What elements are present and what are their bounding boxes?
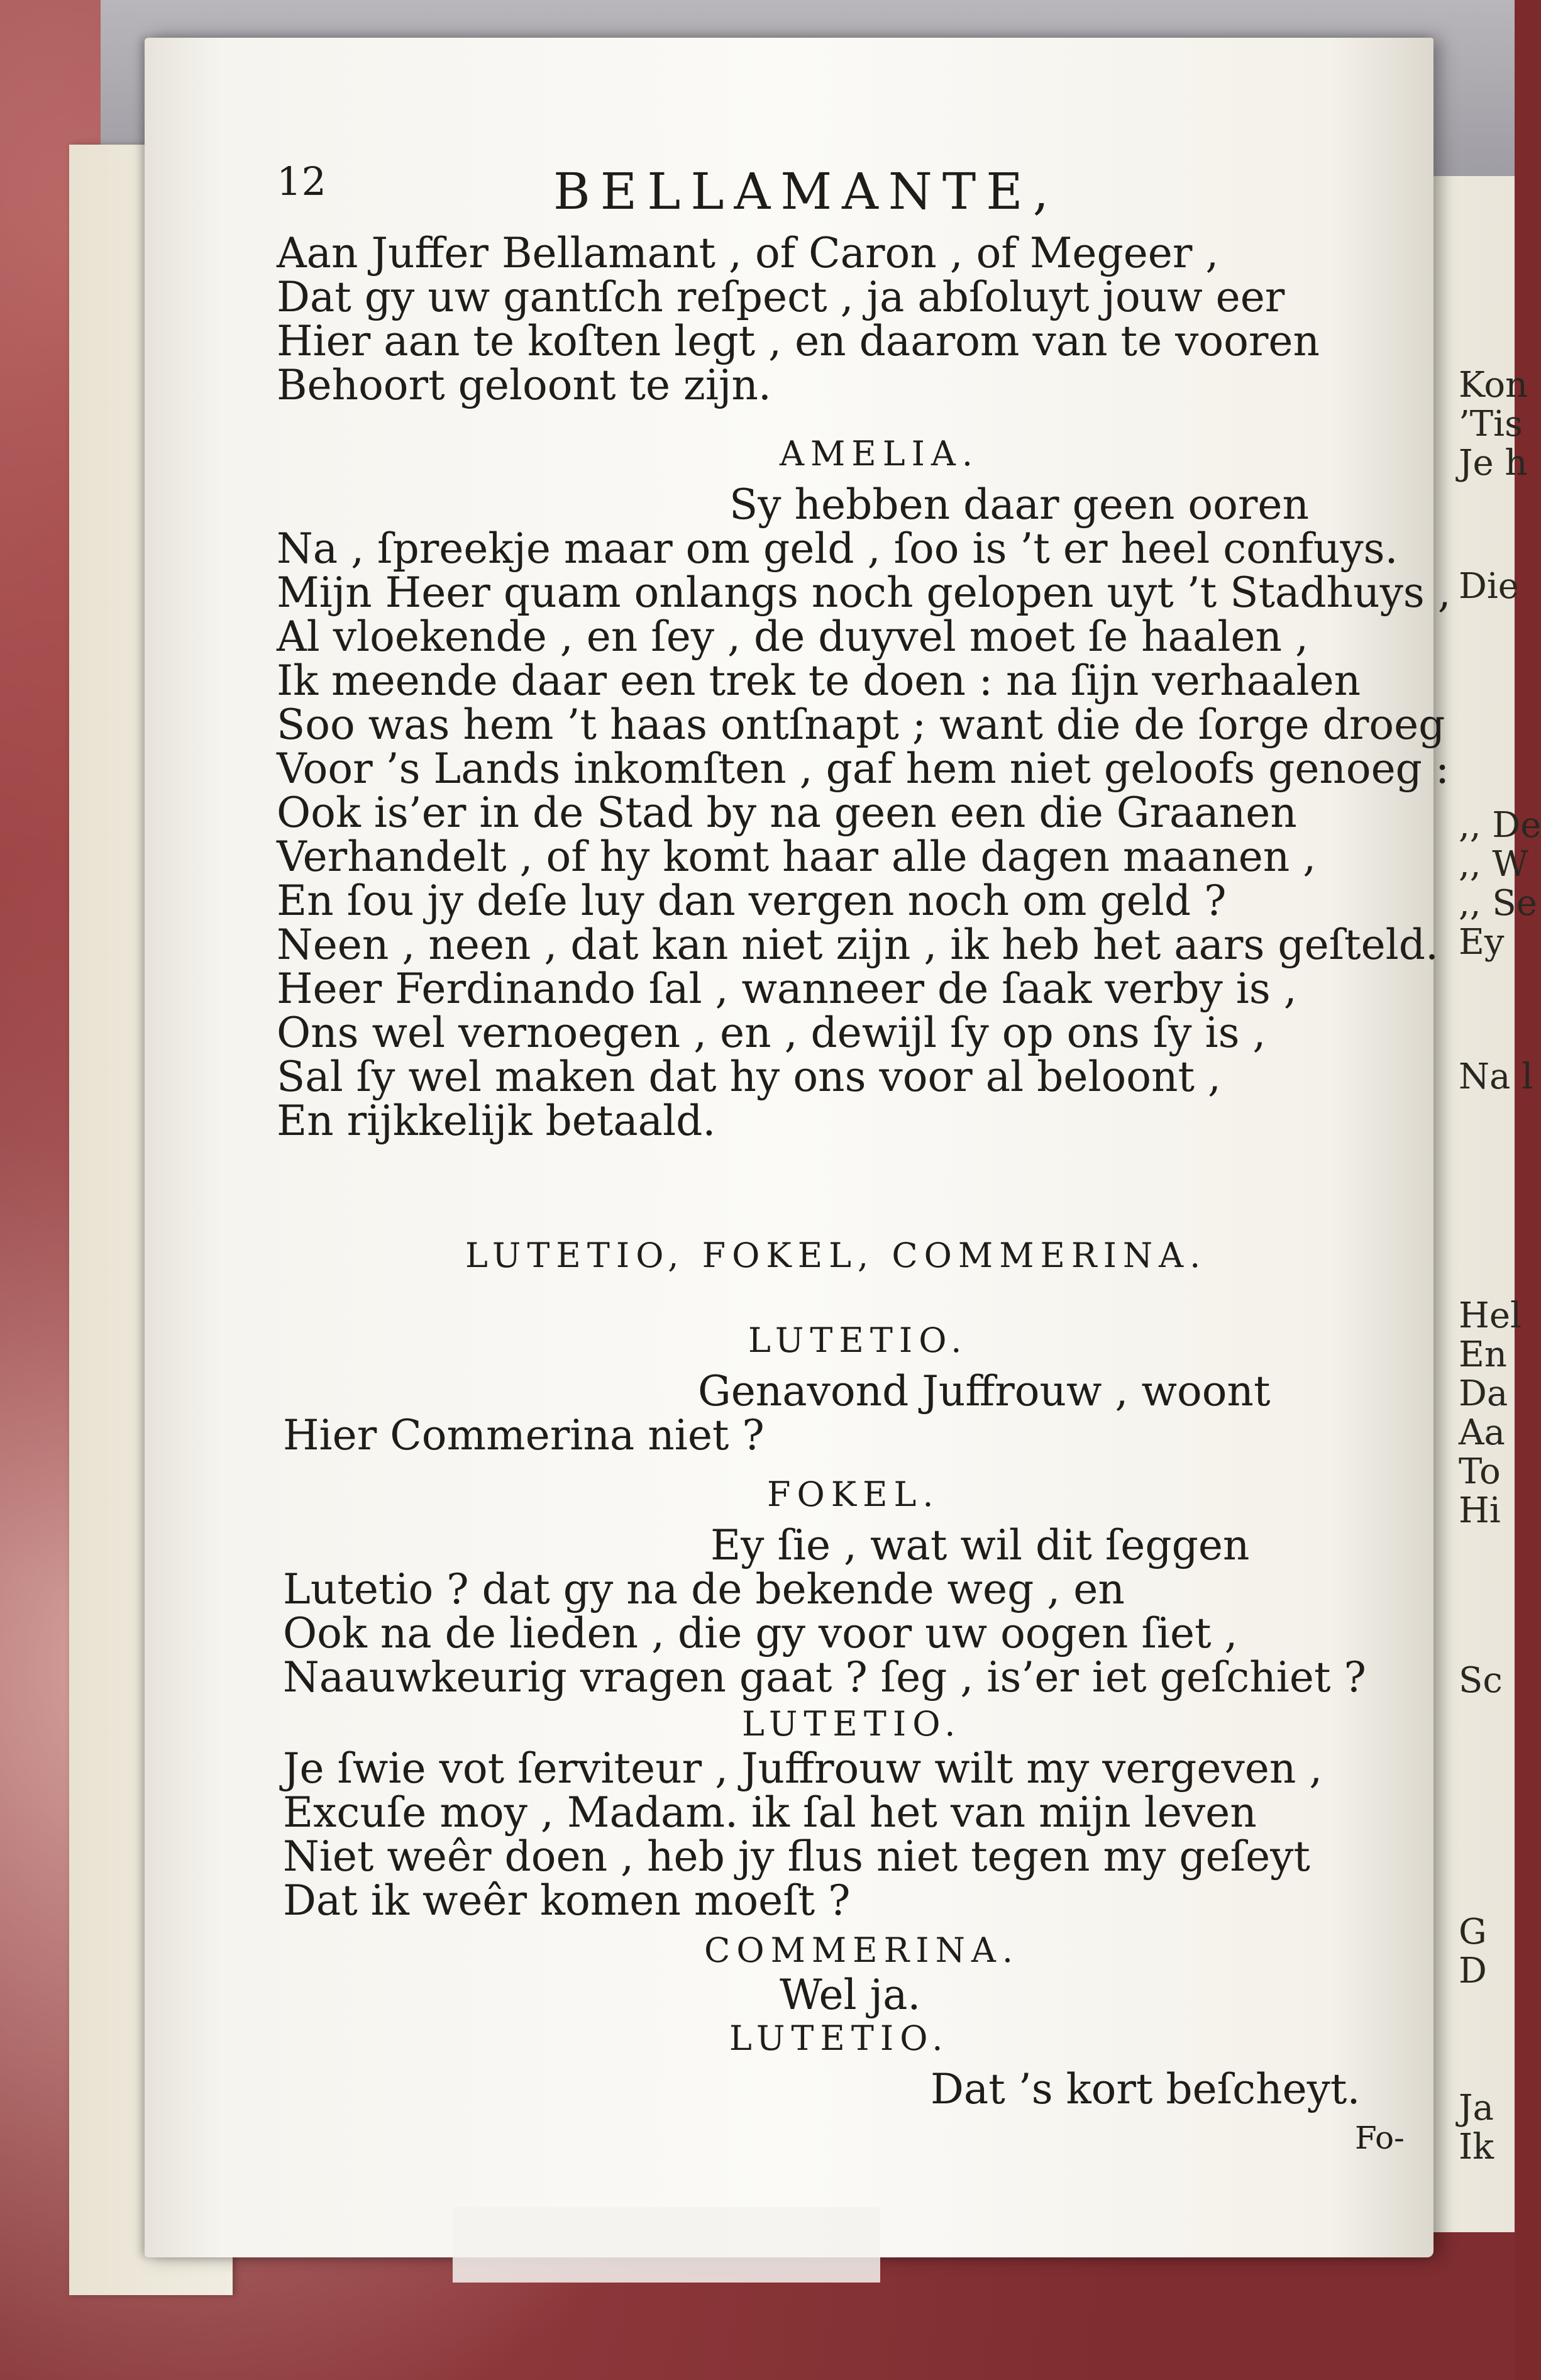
speaker-name: AMELIA. <box>780 434 980 473</box>
verse-line: Genavond Juffrouw , woont <box>698 1367 1271 1415</box>
verse-line: Soo was hem ’t haas ontſnapt ; want die de ſorge droeg <box>277 700 1445 749</box>
verse-line: Sy hebben daar geen ooren <box>729 480 1310 529</box>
verse-line: Dat gy uw gantſch reſpect , ja abſoluyt jouw eer <box>277 273 1285 321</box>
paper-label-strip <box>453 2207 880 2283</box>
verse-line: Je ſwie vot ſerviteur , Juffrouw wilt my vergeven , <box>283 1744 1323 1793</box>
verse-line: Na , ſpreekje maar om geld , ſoo is ’t er heel confuys. <box>277 524 1398 573</box>
catchword: Fo- <box>1355 2120 1405 2156</box>
facing-page-fragment: Da <box>1459 1373 1508 1414</box>
verse-line: Hier Commerina niet ? <box>283 1411 765 1459</box>
verse-line: Verhandelt , of hy komt haar alle dagen maanen , <box>277 833 1317 881</box>
verse-line: En ſou jy deſe luy dan vergen noch om geld ? <box>277 877 1227 925</box>
verse-line: Ook is’er in de Stad by na geen een die Graanen <box>277 789 1297 837</box>
verse-line: Dat ik weêr komen moeſt ? <box>283 1876 851 1925</box>
facing-page-fragment: Ik <box>1459 2127 1494 2167</box>
facing-page-fragment: Aa <box>1459 1412 1505 1453</box>
verse-line: Dat ’s kort beſcheyt. <box>931 2065 1361 2113</box>
facing-page-fragment: Na l <box>1459 1056 1533 1097</box>
verse-line: Lutetio ? dat gy na de bekende weg , en <box>283 1565 1125 1613</box>
verse-line: Aan Juffer Bellamant , of Caron , of Megeer , <box>277 229 1219 277</box>
facing-page-fragment: ,, Se <box>1459 883 1537 924</box>
running-head: BELLAMANTE, <box>553 162 1059 221</box>
scene-heading: LUTETIO, FOKEL, COMMERINA. <box>465 1236 1207 1275</box>
verse-line: Mijn Heer quam onlangs noch gelopen uyt ’t Stadhuys , <box>277 568 1451 617</box>
verse-line: Wel ja. <box>780 1971 921 2019</box>
verse-line: Heer Ferdinando ſal , wanneer de ſaak verby is , <box>277 965 1297 1013</box>
verse-line: Hier aan te koſten legt , en daarom van te vooren <box>277 317 1320 365</box>
facing-page-fragment: Ja <box>1459 2088 1494 2128</box>
verse-line: Ey ſie , wat wil dit ſeggen <box>710 1521 1250 1569</box>
verse-line: Neen , neen , dat kan niet zijn , ik heb het aars geſteld. <box>277 921 1439 969</box>
verse-line: Excuſe moy , Madam. ik ſal het van mijn leven <box>283 1788 1257 1837</box>
verse-line: Sal ſy wel maken dat hy ons voor al beloont , <box>277 1053 1222 1101</box>
verse-line: Naauwkeurig vragen gaat ? ſeg , is’er iet geſchiet ? <box>283 1653 1366 1702</box>
verse-line: Ik meende daar een trek te doen : na ſijn verhaalen <box>277 656 1361 705</box>
facing-page-fragment: To <box>1459 1451 1501 1492</box>
facing-page-fragment: Ey <box>1459 922 1505 963</box>
facing-page-fragment: ’Tis <box>1459 404 1523 445</box>
verse-line: Al vloekende , en ſey , de duyvel moet ſe haalen , <box>277 612 1308 661</box>
speaker-name: LUTETIO. <box>742 1704 962 1744</box>
speaker-name: LUTETIO. <box>748 1320 968 1360</box>
facing-page-fragment: Sc <box>1459 1660 1503 1701</box>
verse-line: Behoort geloont te zijn. <box>277 361 771 409</box>
speaker-name: FOKEL. <box>767 1475 940 1514</box>
facing-page-fragment: Kon <box>1459 365 1528 406</box>
facing-page-fragment: ,, De <box>1459 805 1541 846</box>
page-number: 12 <box>277 158 326 204</box>
facing-page-fragment: D <box>1459 1951 1487 1991</box>
facing-page-fragment: ,, W <box>1459 844 1528 885</box>
verse-line: Ook na de lieden , die gy voor uw oogen ſiet , <box>283 1609 1238 1658</box>
facing-page-fragment: Je h <box>1459 443 1528 484</box>
speaker-name: COMMERINA. <box>704 1930 1019 1970</box>
facing-page-fragment: G <box>1459 1912 1487 1952</box>
speaker-name: LUTETIO. <box>729 2018 949 2058</box>
facing-page-fragment: En <box>1459 1334 1507 1375</box>
verse-line: Ons wel vernoegen , en , dewijl ſy op ons ſy is , <box>277 1009 1266 1057</box>
verse-line: En rijkkelijk betaald. <box>277 1097 716 1145</box>
verse-line: Voor ’s Lands inkomſten , gaf hem niet geloofs genoeg : <box>277 744 1450 793</box>
verse-line: Niet weêr doen , heb jy flus niet tegen my geſeyt <box>283 1832 1310 1881</box>
facing-page-fragment: Hel <box>1459 1295 1522 1336</box>
facing-page-fragment: Die <box>1459 566 1519 607</box>
facing-page-fragment: Hi <box>1459 1490 1501 1531</box>
